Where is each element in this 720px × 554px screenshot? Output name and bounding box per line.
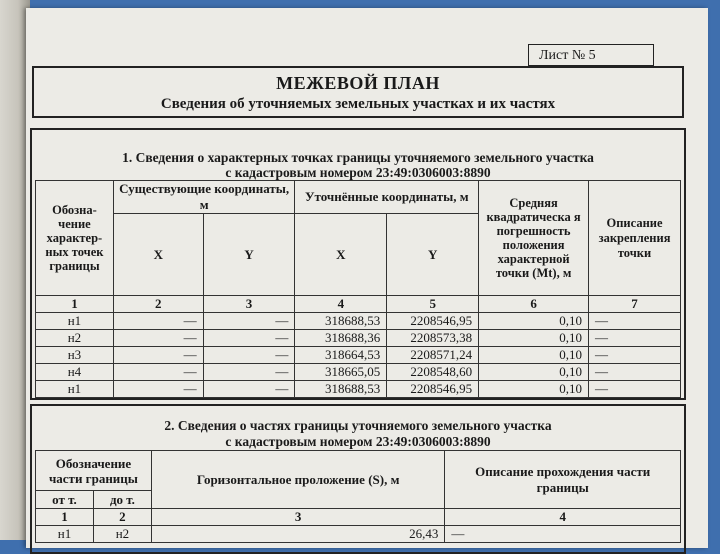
refined-x: 318665,05 <box>295 364 387 381</box>
section-2 <box>30 404 686 554</box>
header-to-point: до т. <box>93 491 151 509</box>
col-number: 1 <box>36 296 114 313</box>
document-header <box>32 66 684 118</box>
table-row <box>36 381 681 398</box>
header-refined-x: X <box>295 214 387 296</box>
fixing-description: — <box>589 381 681 398</box>
fixing-description: — <box>589 347 681 364</box>
section-1-title-line2: с кадастровым номером 23:49:0306003:8890 <box>225 165 491 180</box>
header-existing-y: Y <box>203 214 295 296</box>
col-number: 7 <box>589 296 681 313</box>
col-number: 6 <box>479 296 589 313</box>
col-number: 3 <box>203 296 295 313</box>
header-part-description: Описание прохождения части границы <box>445 451 681 509</box>
existing-y: — <box>203 364 295 381</box>
existing-x: — <box>113 330 203 347</box>
col-number: 3 <box>151 509 444 526</box>
header-designation: Обозна-чение характер-ных точек границы <box>36 181 114 296</box>
col-number: 5 <box>387 296 479 313</box>
table-row <box>36 330 681 347</box>
col-number: 2 <box>93 509 151 526</box>
error-value: 0,10 <box>479 347 589 364</box>
existing-x: — <box>113 364 203 381</box>
col-number: 1 <box>36 509 94 526</box>
fixing-description: — <box>589 364 681 381</box>
refined-x: 318688,36 <box>295 330 387 347</box>
table-row <box>36 364 681 381</box>
error-value: 0,10 <box>479 381 589 398</box>
refined-x: 318664,53 <box>295 347 387 364</box>
header-existing-x: X <box>113 214 203 296</box>
fixing-description: — <box>589 330 681 347</box>
col-number: 4 <box>295 296 387 313</box>
error-value: 0,10 <box>479 313 589 330</box>
document-title: МЕЖЕВОЙ ПЛАН <box>276 73 440 93</box>
existing-x: — <box>113 381 203 398</box>
point-id: н3 <box>36 347 114 364</box>
part-description: — <box>445 526 681 543</box>
table-row <box>36 313 681 330</box>
point-id: н1 <box>36 313 114 330</box>
error-value: 0,10 <box>479 330 589 347</box>
header-refined-coords: Уточнённые координаты, м <box>295 181 479 214</box>
existing-y: — <box>203 313 295 330</box>
to-point: н2 <box>93 526 151 543</box>
header-refined-y: Y <box>387 214 479 296</box>
refined-x: 318688,53 <box>295 313 387 330</box>
refined-y: 2208573,38 <box>387 330 479 347</box>
refined-x: 318688,53 <box>295 381 387 398</box>
header-fixing: Описание закрепления точки <box>589 181 681 296</box>
refined-y: 2208548,60 <box>387 364 479 381</box>
header-from-point: от т. <box>36 491 94 509</box>
fixing-description: — <box>589 313 681 330</box>
refined-y: 2208571,24 <box>387 347 479 364</box>
header-existing-coords: Существующие координаты, м <box>113 181 295 214</box>
error-value: 0,10 <box>479 364 589 381</box>
points-table <box>35 180 681 398</box>
existing-x: — <box>113 347 203 364</box>
section-1 <box>30 128 686 400</box>
refined-y: 2208546,95 <box>387 381 479 398</box>
section-2-title-line1: 2. Сведения о частях границы уточняемого земельного участка <box>164 418 552 433</box>
section-2-title-line2: с кадастровым номером 23:49:0306003:8890 <box>225 434 491 449</box>
existing-y: — <box>203 347 295 364</box>
section-1-title-line1: 1. Сведения о характерных точках границы уточняемого земельного участка <box>122 150 594 165</box>
col-number: 4 <box>445 509 681 526</box>
point-id: н1 <box>36 381 114 398</box>
sheet-number: Лист № 5 <box>528 44 654 66</box>
existing-x: — <box>113 313 203 330</box>
from-point: н1 <box>36 526 94 543</box>
document-subtitle: Сведения об уточняемых земельных участках и их частях <box>160 96 556 112</box>
header-error: Средняя квадратическа я погрешность положения характерной точки (Mt), м <box>479 181 589 296</box>
point-id: н4 <box>36 364 114 381</box>
existing-y: — <box>203 330 295 347</box>
header-horizontal: Горизонтальное проложение (S), м <box>151 451 444 509</box>
table-row <box>36 347 681 364</box>
col-number: 2 <box>113 296 203 313</box>
header-part-designation: Обозначение части границы <box>36 451 152 491</box>
boundary-parts-table <box>35 450 681 543</box>
existing-y: — <box>203 381 295 398</box>
point-id: н2 <box>36 330 114 347</box>
refined-y: 2208546,95 <box>387 313 479 330</box>
horizontal-distance: 26,43 <box>151 526 444 543</box>
